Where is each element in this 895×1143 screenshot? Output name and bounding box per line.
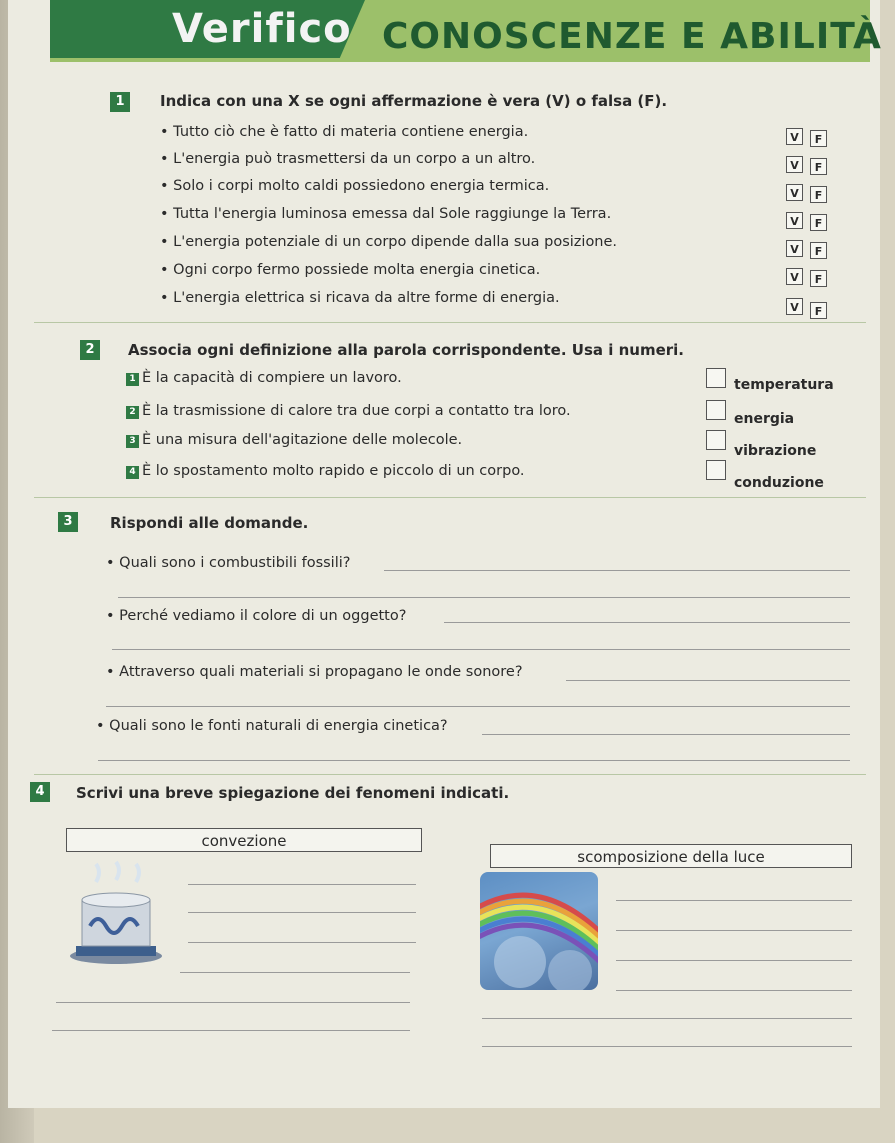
convezione-line-6[interactable]: [52, 1030, 410, 1031]
true-checkbox-5[interactable]: V: [786, 240, 803, 257]
rainbow-image: [480, 872, 598, 990]
convezione-line-3[interactable]: [188, 942, 416, 943]
word-conduzione: conduzione: [734, 475, 824, 491]
question-1: • Quali sono i combustibili fossili?: [106, 555, 351, 571]
true-checkbox-3[interactable]: V: [786, 184, 803, 201]
answer-line-3b[interactable]: [106, 706, 850, 707]
false-checkbox-4[interactable]: F: [810, 214, 827, 231]
scomposizione-line-5[interactable]: [482, 1018, 852, 1019]
false-checkbox-2[interactable]: F: [810, 158, 827, 175]
definition-number-2: 2: [126, 406, 139, 419]
false-checkbox-5[interactable]: F: [810, 242, 827, 259]
definition-4: È lo spostamento molto rapido e piccolo di un corpo.: [142, 463, 525, 479]
phenomenon-scomposizione-luce: scomposizione della luce: [490, 844, 852, 868]
statement-2: • L'energia può trasmettersi da un corpo a un altro.: [160, 151, 536, 167]
convezione-line-1[interactable]: [188, 884, 416, 885]
false-checkbox-3[interactable]: F: [810, 186, 827, 203]
page-title: Verifico: [172, 6, 352, 52]
definition-number-1: 1: [126, 373, 139, 386]
true-checkbox-4[interactable]: V: [786, 212, 803, 229]
definition-3: È una misura dell'agitazione delle molecole.: [142, 432, 463, 448]
exercise-3-instruction: Rispondi alle domande.: [110, 514, 309, 532]
question-3: • Attraverso quali materiali si propagano le onde sonore?: [106, 664, 523, 680]
definition-number-3: 3: [126, 435, 139, 448]
exercise-1-number: 1: [110, 92, 130, 112]
exercise-4-number: 4: [30, 782, 50, 802]
statement-4: • Tutta l'energia luminosa emessa dal Sole raggiunge la Terra.: [160, 206, 612, 222]
question-4: • Quali sono le fonti naturali di energia cinetica?: [96, 718, 448, 734]
phenomenon-convezione: convezione: [66, 828, 422, 852]
answer-box-temperatura[interactable]: [706, 368, 726, 388]
statement-6: • Ogni corpo fermo possiede molta energia cinetica.: [160, 262, 541, 278]
definition-2: È la trasmissione di calore tra due corpi a contatto tra loro.: [142, 403, 571, 419]
convezione-line-2[interactable]: [188, 912, 416, 913]
false-checkbox-6[interactable]: F: [810, 270, 827, 287]
exercise-2-number: 2: [80, 340, 100, 360]
false-checkbox-7[interactable]: F: [810, 302, 827, 319]
answer-box-conduzione[interactable]: [706, 460, 726, 480]
statement-3: • Solo i corpi molto caldi possiedono energia termica.: [160, 178, 550, 194]
answer-box-vibrazione[interactable]: [706, 430, 726, 450]
word-temperatura: temperatura: [734, 377, 834, 393]
word-energia: energia: [734, 411, 795, 427]
true-checkbox-2[interactable]: V: [786, 156, 803, 173]
scomposizione-line-1[interactable]: [616, 900, 852, 901]
statement-5: • L'energia potenziale di un corpo dipende dalla sua posizione.: [160, 234, 618, 250]
answer-line-4a[interactable]: [482, 734, 850, 735]
answer-line-2b[interactable]: [112, 649, 850, 650]
false-checkbox-1[interactable]: F: [810, 130, 827, 147]
statement-7: • L'energia elettrica si ricava da altre forme di energia.: [160, 290, 560, 306]
true-checkbox-6[interactable]: V: [786, 268, 803, 285]
scomposizione-line-2[interactable]: [616, 930, 852, 931]
true-checkbox-7[interactable]: V: [786, 298, 803, 315]
question-2: • Perché vediamo il colore di un oggetto?: [106, 608, 407, 624]
definition-1: È la capacità di compiere un lavoro.: [142, 370, 402, 386]
section-divider-3: [34, 774, 866, 775]
exercise-3-number: 3: [58, 512, 78, 532]
page-subtitle: CONOSCENZE E ABILITÀ: [382, 16, 882, 57]
definition-number-4: 4: [126, 466, 139, 479]
answer-line-3a[interactable]: [566, 680, 850, 681]
answer-line-1b[interactable]: [118, 597, 850, 598]
convezione-line-5[interactable]: [56, 1002, 410, 1003]
boiling-pot-image: [66, 860, 166, 970]
true-checkbox-1[interactable]: V: [786, 128, 803, 145]
section-divider-1: [34, 322, 866, 323]
section-divider-2: [34, 497, 866, 498]
answer-line-2a[interactable]: [444, 622, 850, 623]
scomposizione-line-3[interactable]: [616, 960, 852, 961]
exercise-1-instruction: Indica con una X se ogni affermazione è vera (V) o falsa (F).: [160, 92, 668, 110]
scomposizione-line-6[interactable]: [482, 1046, 852, 1047]
answer-line-1a[interactable]: [384, 570, 850, 571]
answer-box-energia[interactable]: [706, 400, 726, 420]
exercise-4-instruction: Scrivi una breve spiegazione dei fenomeni indicati.: [76, 784, 510, 802]
convezione-line-4[interactable]: [180, 972, 410, 973]
statement-1: • Tutto ciò che è fatto di materia contiene energia.: [160, 124, 529, 140]
word-vibrazione: vibrazione: [734, 443, 817, 459]
answer-line-4b[interactable]: [98, 760, 850, 761]
scomposizione-line-4[interactable]: [616, 990, 852, 991]
exercise-2-instruction: Associa ogni definizione alla parola corrispondente. Usa i numeri.: [128, 341, 684, 359]
